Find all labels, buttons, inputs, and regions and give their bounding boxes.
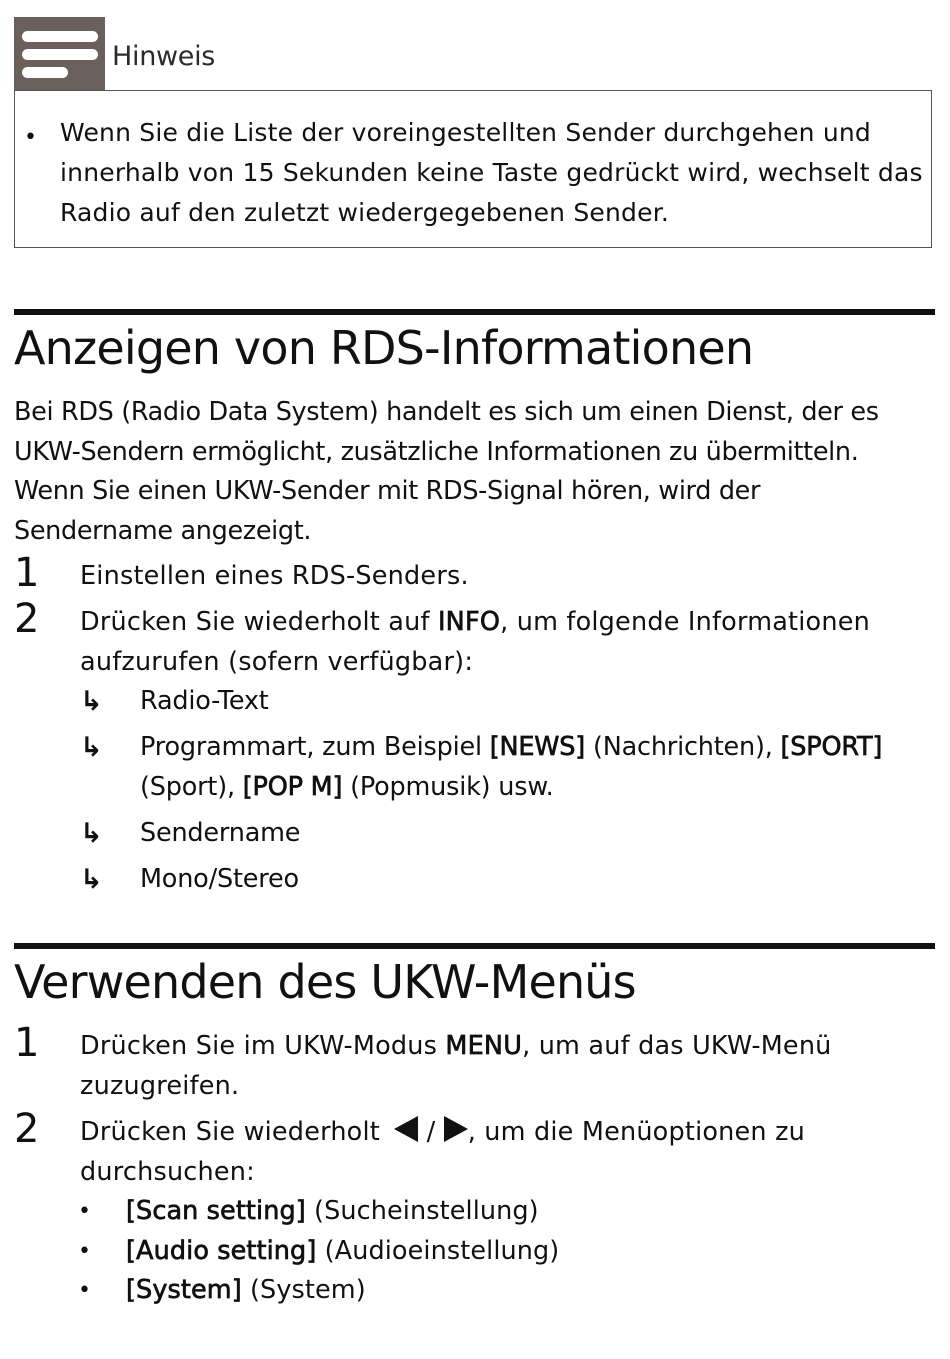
result-programme-type-cont [140, 768, 554, 808]
step-text: / [418, 1117, 444, 1147]
result-arrow-icon: ↳ [80, 732, 103, 763]
rds-intro-line: Bei RDS (Radio Data System) handelt es sich um einen Dienst, der es [14, 397, 879, 427]
genre-news: [NEWS] [489, 732, 586, 762]
result-text: (Nachrichten), [585, 732, 781, 762]
option-key: [Audio setting] [126, 1235, 317, 1266]
rds-heading: Anzeigen von RDS-Informationen [14, 321, 754, 375]
option-audio-setting [126, 1232, 559, 1272]
info-key: INFO [437, 607, 501, 637]
menu-key: MENU [445, 1031, 523, 1061]
note-line: innerhalb von 15 Sekunden keine Taste gedrückt wird, wechselt das [60, 158, 923, 187]
result-arrow-icon: ↳ [80, 686, 103, 717]
step-number: 2 [14, 1106, 40, 1152]
note-line: Wenn Sie die Liste der voreingestellten Sender durchgehen und [60, 118, 872, 147]
result-text: (Sport), [140, 771, 243, 802]
fm-menu-heading: Verwenden des UKW-Menüs [14, 955, 636, 1009]
step-number: 1 [14, 550, 40, 596]
option-scan-setting [126, 1192, 539, 1232]
result-text: (Popmusik) usw. [342, 771, 554, 802]
genre-sport: [SPORT] [780, 732, 883, 762]
fm-step-1 [80, 1027, 832, 1067]
result-arrow-icon: ↳ [80, 864, 103, 895]
option-key: [System] [126, 1275, 242, 1305]
result-arrow-icon: ↳ [80, 818, 103, 849]
rds-step-1: Einstellen eines RDS-Senders. [80, 561, 469, 591]
step-text: Drücken Sie wiederholt auf [80, 607, 438, 637]
step-text: , um die Menüoptionen zu [467, 1117, 806, 1147]
rds-intro-line: Sendername angezeigt. [14, 515, 312, 546]
section-divider [14, 309, 935, 315]
section-divider [14, 943, 935, 949]
rds-intro-line: UKW-Sendern ermöglicht, zusätzliche Informationen zu übermitteln. [14, 436, 859, 467]
step-text: Drücken Sie wiederholt [80, 1117, 389, 1147]
result-programme-type [140, 728, 882, 768]
option-system [126, 1271, 366, 1311]
result-radio-text: Radio-Text [140, 686, 269, 716]
note-title: Hinweis [112, 41, 216, 72]
fm-step-2-cont: durchsuchen: [80, 1156, 255, 1187]
option-key: [Scan setting] [126, 1196, 306, 1226]
step-number: 2 [14, 596, 40, 642]
genre-pop: [POP M] [242, 771, 343, 802]
note-text [60, 113, 923, 233]
right-arrow-icon [444, 1116, 468, 1142]
step-number: 1 [14, 1020, 40, 1066]
option-bullet: • [78, 1278, 91, 1303]
note-icon [14, 17, 105, 90]
fm-step-1-cont: zuzugreifen. [80, 1070, 240, 1101]
left-arrow-icon [394, 1116, 418, 1142]
option-bullet: • [78, 1199, 91, 1224]
result-station-name: Sendername [140, 818, 301, 848]
result-text: Programmart, zum Beispiel [140, 732, 490, 762]
step-text: Drücken Sie im UKW-Modus [80, 1031, 446, 1061]
note-line: Radio auf den zuletzt wiedergegebenen Sender. [60, 198, 670, 227]
rds-step-2-cont: aufzurufen (sofern verfügbar): [80, 646, 474, 677]
rds-step-2 [80, 603, 870, 643]
note-bullet: • [24, 125, 37, 150]
step-text: , um auf das UKW-Menü [522, 1031, 832, 1061]
option-desc: (Sucheinstellung) [305, 1196, 539, 1226]
result-mono-stereo: Mono/Stereo [140, 864, 299, 894]
option-bullet: • [78, 1238, 91, 1264]
fm-step-2 [80, 1113, 805, 1153]
step-text: , um folgende Informationen [500, 607, 870, 637]
rds-intro-line: Wenn Sie einen UKW-Sender mit RDS-Signal hören, wird der [14, 476, 761, 506]
option-desc: (Audioeinstellung) [316, 1235, 560, 1266]
option-desc: (System) [241, 1275, 366, 1305]
